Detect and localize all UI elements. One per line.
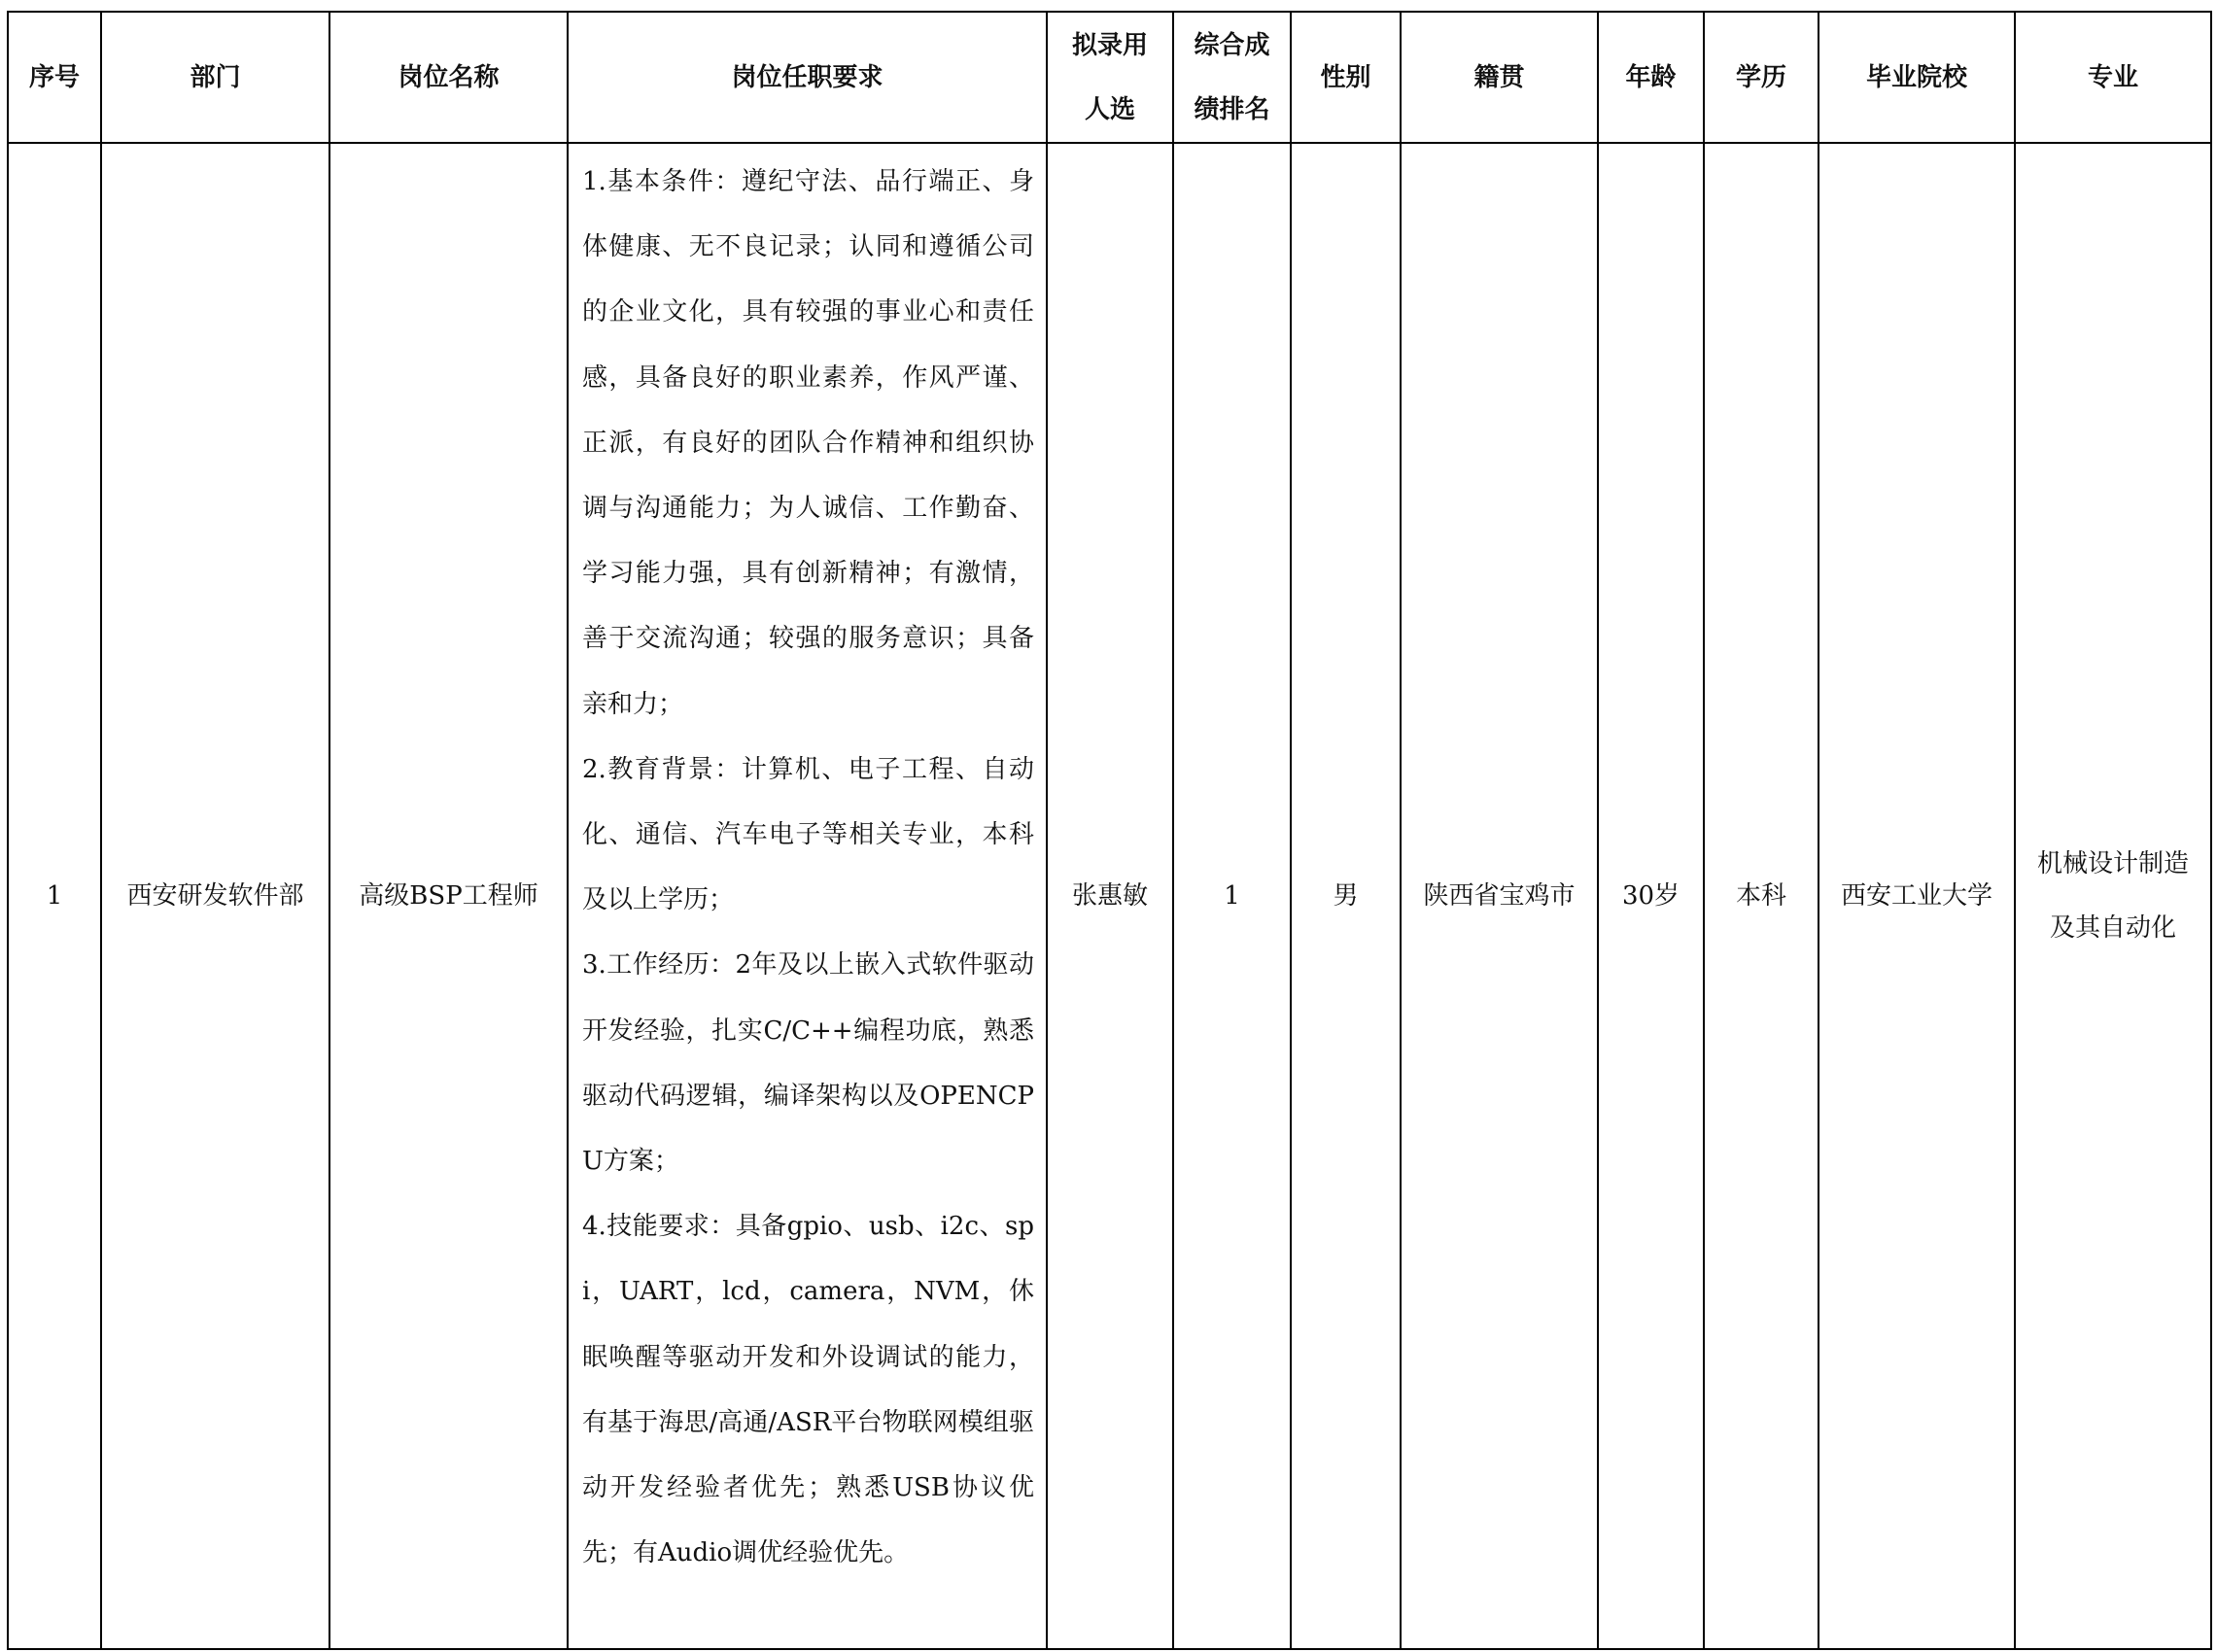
requirement-basic: 1.基本条件：遵纪守法、品行端正、身体健康、无不良记录；认同和遵循公司的企业文化，具有较强的事业心和责任感，具备良好的职业素养，作风严谨、正派，有良好的团队合作精神和组织协调与沟通能力；为人诚信、工作勤奋、学习能力强，具有创新精神；有激情，善于交流沟通；较强的服务意识；具备亲和力；	[582, 167, 1034, 719]
header-seq: 序号	[8, 12, 101, 143]
header-ranking	[1173, 12, 1291, 143]
cell-ranking	[1173, 143, 1291, 1649]
cell-major	[2015, 143, 2211, 1649]
position-value: 高级BSP工程师	[359, 881, 538, 911]
header-candidate-line1: 拟录用	[1071, 30, 1148, 60]
header-gender: 性别	[1291, 12, 1401, 143]
gender-value: 男	[1333, 881, 1359, 911]
header-candidate-line2: 人选	[1084, 94, 1135, 124]
candidate-value: 张惠敏	[1071, 881, 1148, 911]
cell-candidate	[1047, 143, 1173, 1649]
requirement-experience: 3.工作经历：2年及以上嵌入式软件驱动开发经验，扎实C/C++编程功底，熟悉驱动代码逻辑，编译架构以及OPENCPU方案；	[582, 950, 1034, 1177]
cell-position	[329, 143, 568, 1649]
major-line2: 及其自动化	[2049, 913, 2176, 943]
header-dept: 部门	[101, 12, 329, 143]
dept-value: 西安研发软件部	[126, 881, 304, 911]
hiring-table	[7, 11, 2212, 1650]
header-major: 专业	[2015, 12, 2211, 143]
education-value: 本科	[1735, 881, 1786, 911]
seq-value: 1	[46, 881, 63, 911]
age-value: 30岁	[1621, 881, 1680, 911]
cell-seq	[8, 143, 101, 1649]
origin-value: 陕西省宝鸡市	[1423, 881, 1576, 911]
header-age: 年龄	[1598, 12, 1704, 143]
header-row	[8, 12, 2211, 143]
header-candidate	[1047, 12, 1173, 143]
major-line1: 机械设计制造	[2036, 849, 2189, 878]
header-ranking-line1: 综合成	[1194, 30, 1270, 60]
header-origin: 籍贯	[1401, 12, 1598, 143]
header-ranking-line2: 绩排名	[1194, 94, 1270, 124]
school-value: 西安工业大学	[1840, 881, 1992, 911]
header-requirements: 岗位任职要求	[568, 12, 1047, 143]
ranking-value: 1	[1224, 881, 1240, 911]
requirements-list	[569, 144, 1046, 1586]
header-school: 毕业院校	[1819, 12, 2015, 143]
cell-school	[1819, 143, 2015, 1649]
cell-requirements	[568, 143, 1047, 1649]
requirement-skills: 4.技能要求：具备gpio、usb、i2c、spi，UART，lcd，camera，NVM，休眠唤醒等驱动开发和外设调试的能力，有基于海思/高通/ASR平台物联网模组驱动开发经验者优先；熟悉USB协议优先；有Audio调优经验优先。	[582, 1212, 1034, 1568]
header-education: 学历	[1704, 12, 1819, 143]
table-row	[8, 143, 2211, 1649]
cell-education	[1704, 143, 1819, 1649]
requirement-education: 2.教育背景：计算机、电子工程、自动化、通信、汽车电子等相关专业，本科及以上学历；	[582, 754, 1034, 915]
cell-gender	[1291, 143, 1401, 1649]
cell-age	[1598, 143, 1704, 1649]
cell-origin	[1401, 143, 1598, 1649]
cell-dept	[101, 143, 329, 1649]
header-position: 岗位名称	[329, 12, 568, 143]
